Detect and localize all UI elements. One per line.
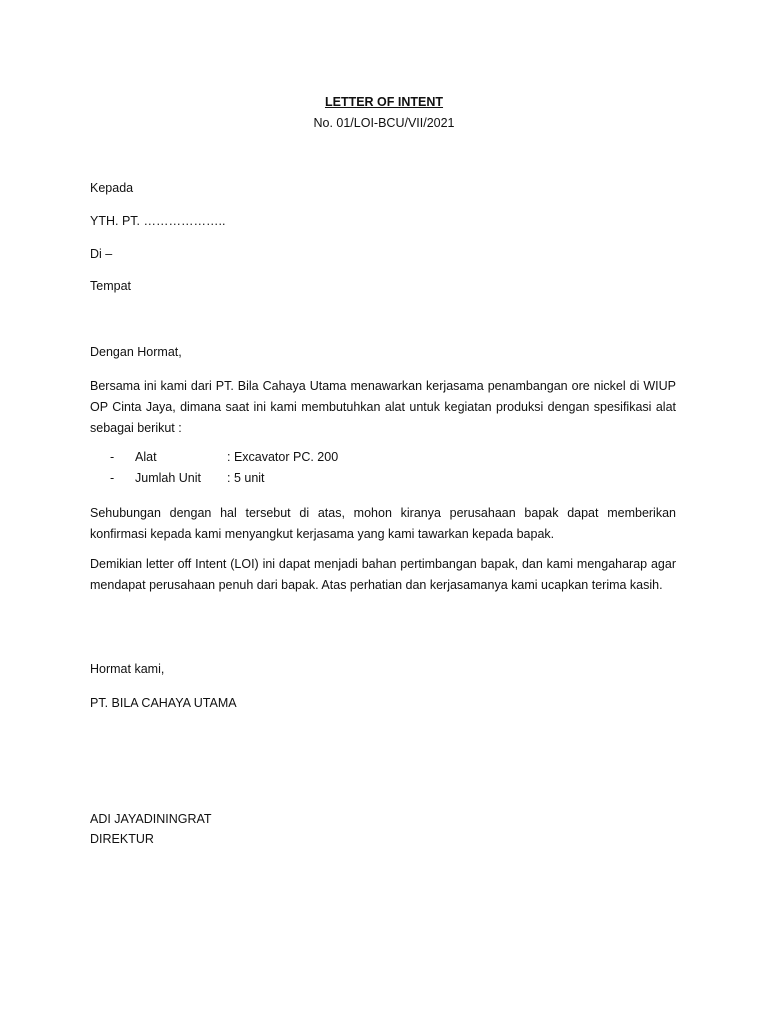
signer-title: DIREKTUR xyxy=(90,832,154,846)
paragraph-two: Sehubungan dengan hal tersebut di atas, mohon kiranya perusahaan bapak dapat memberikan konfirmasi kepada kami menyangkut kerjasama yang kami tawarkan kepada bapak. xyxy=(90,506,676,541)
closing-regards: Hormat kami, xyxy=(90,662,165,676)
spec-value: : 5 unit xyxy=(227,471,265,485)
closing-company: PT. BILA CAHAYA UTAMA xyxy=(90,696,237,710)
address-recipient: YTH. PT. ……………….. xyxy=(90,214,226,228)
spec-label: Jumlah Unit xyxy=(135,471,201,485)
address-at: Di – xyxy=(90,247,113,261)
greeting: Dengan Hormat, xyxy=(90,345,182,359)
spec-item-units xyxy=(110,471,265,485)
spec-label: Alat xyxy=(135,450,157,464)
spec-dash: - xyxy=(110,450,115,464)
address-to: Kepada xyxy=(90,181,134,195)
spec-item-tool xyxy=(110,450,338,464)
signer-name: ADI JAYADININGRAT xyxy=(90,812,212,826)
spec-value: : Excavator PC. 200 xyxy=(227,450,339,464)
letter-title: LETTER OF INTENT xyxy=(324,95,444,109)
spec-dash: - xyxy=(110,471,115,485)
intro-paragraph: Bersama ini kami dari PT. Bila Cahaya Utama menawarkan kerjasama penambangan ore nickel di WIUP OP Cinta Jaya, dimana saat ini kami membutuhkan alat untuk kegiatan produksi dengan spesifikasi alat sebagai berikut : xyxy=(90,379,676,435)
paragraph-three: Demikian letter off Intent (LOI) ini dapat menjadi bahan pertimbangan bapak, dan kami mengaharap agar mendapat perusahaan penuh dari bapak. Atas perhatian dan kerjasamanya kami ucapkan terima kasih. xyxy=(90,557,676,592)
letter-number: No. 01/LOI-BCU/VII/2021 xyxy=(313,116,455,130)
address-place: Tempat xyxy=(90,279,131,293)
